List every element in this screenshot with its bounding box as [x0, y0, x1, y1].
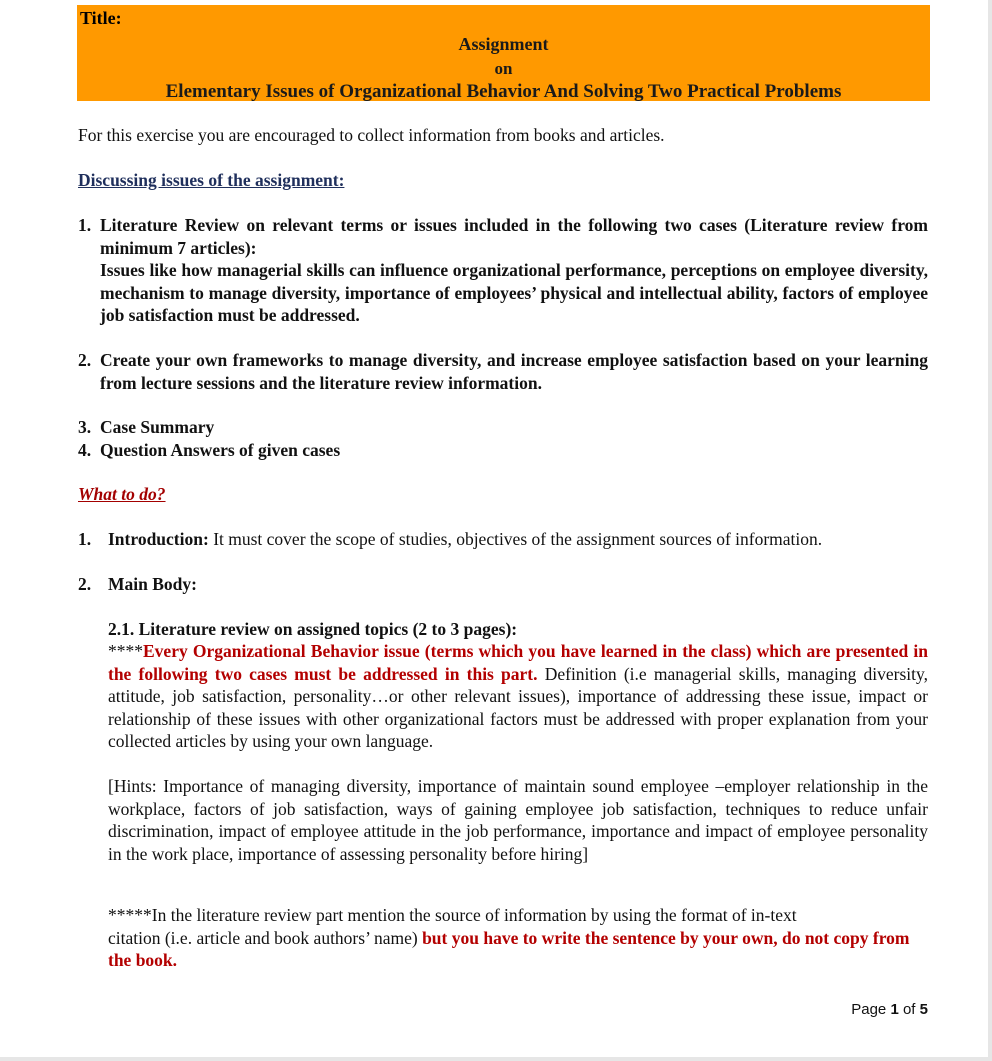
citation-line-1: *****In the literature review part mention the source of information by using the format of in-text: [108, 905, 797, 925]
title-line-subject: Elementary Issues of Organizational Behavior And Solving Two Practical Problems: [165, 81, 842, 102]
item-2-number: 2.: [78, 350, 92, 370]
citation-line-2: citation (i.e. article and book authors’ name): [108, 927, 418, 948]
footer-page-number: 1: [890, 1001, 899, 1018]
item-3-lead: Case Summary: [100, 417, 215, 437]
introduction-text: It must cover the scope of studies, objectives of the assignment sources of information.: [208, 529, 823, 549]
paragraph-rest: Definition (i.e managerial skills, managing diversity, attitude, job satisfaction, personality…or other relevant issues), importance of addressing these issue, impact or relationship of these issues with other organizational factors must be addressed with proper explanation from your collected articles by using your own language.: [108, 663, 928, 751]
main-body-label: Main Body:: [108, 574, 197, 594]
literature-review-paragraph: [108, 640, 928, 753]
main-body-number: 2.: [78, 574, 92, 594]
title-box: [77, 5, 930, 101]
intro-text: For this exercise you are encouraged to collect information from books and articles.: [78, 125, 665, 145]
title-line-assignment: Assignment: [458, 34, 549, 54]
item-1-number: 1.: [78, 215, 92, 235]
hints-paragraph: [Hints: Importance of managing diversity, importance of maintain sound employee –employer relationship in the workplace, factors of job satisfaction, ways of gaining employee job satisfaction, techniques to reduce unfair discrimination, impact of employee attitude in the job performance, importance and impact of employee personality in the work place, importance of assessing personality before hiring]: [108, 776, 928, 864]
introduction-paragraph: [108, 528, 938, 551]
footer-of-word: of: [902, 1001, 916, 1018]
citation-line-2-block: [108, 927, 918, 972]
footer-page-word: Page: [851, 1001, 887, 1018]
citation-note: [108, 904, 928, 972]
title-label: Title:: [80, 8, 122, 28]
item-4-number: 4.: [78, 440, 92, 460]
item-3-number: 3.: [78, 417, 92, 437]
what-to-do-heading: What to do?: [78, 484, 166, 504]
item-1-detail: Issues like how managerial skills can influence organizational performance, perceptions on employee diversity, mechanism to manage diversity, importance of employees’ physical and intellectual ability, factors of employee job satisfaction must be addressed.: [100, 260, 928, 325]
introduction-number: 1.: [78, 529, 92, 549]
page-footer: [851, 1001, 928, 1018]
item-2-lead: Create your own frameworks to manage diversity, and increase employee satisfaction based on your learning from lecture sessions and the literature review information.: [100, 350, 928, 393]
item-4-lead: Question Answers of given cases: [100, 440, 341, 460]
literature-review-subheading: 2.1. Literature review on assigned topics (2 to 3 pages):: [108, 619, 518, 639]
citation-red-warning: but you have to write the sentence by your own, do not copy from the book.: [108, 927, 910, 970]
item-1-lead: Literature Review on relevant terms or issues included in the following two cases (Literature review from minimum 7 articles):: [100, 215, 928, 258]
footer-total-pages: 5: [919, 1001, 928, 1018]
introduction-label: Introduction:: [108, 529, 209, 549]
title-line-on: on: [494, 59, 513, 78]
red-instruction: Every Organizational Behavior issue (terms which you have learned in the class) which are presented in the following two cases must be addressed in this part.: [108, 641, 928, 684]
discussing-heading: Discussing issues of the assignment:: [78, 170, 345, 190]
stars-marker: ****: [108, 641, 143, 661]
